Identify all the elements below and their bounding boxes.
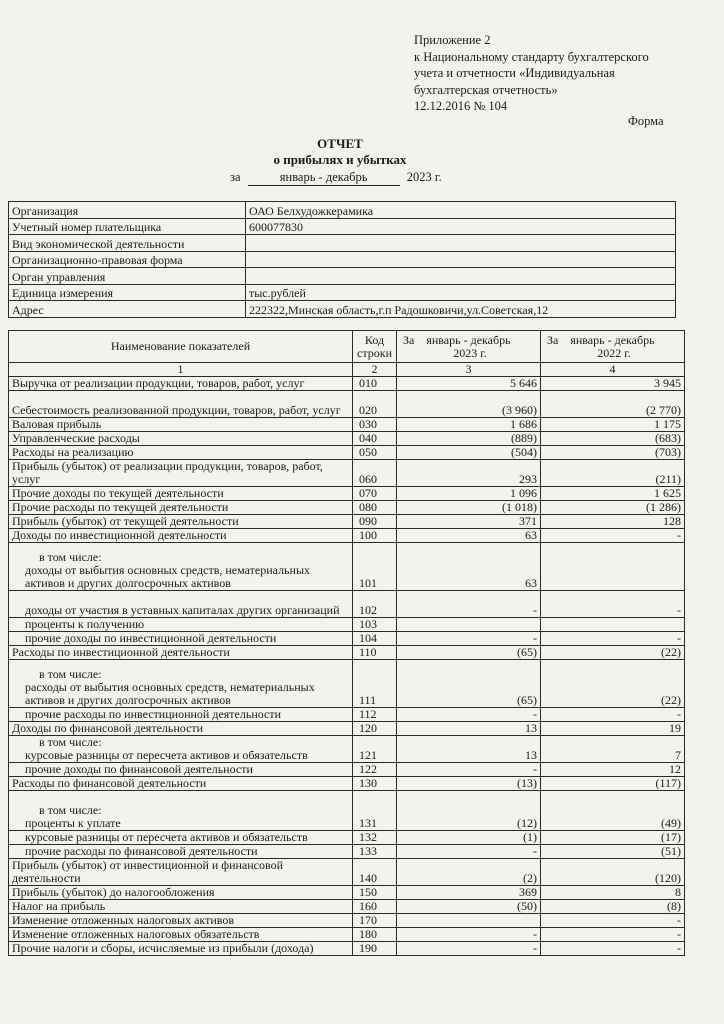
header-period: январь - декабрь (426, 332, 511, 347)
table-row (9, 736, 685, 763)
row-current: - (397, 708, 541, 722)
table-row (9, 777, 685, 791)
row-name-text: расходы от выбытия основных средств, нематериальных активов и других долгосрочных активов (25, 680, 315, 707)
row-current: (1) (397, 831, 541, 845)
row-previous (541, 618, 685, 632)
appendix-note (414, 32, 704, 115)
row-previous: (2 770) (541, 391, 685, 418)
row-current: (504) (397, 446, 541, 460)
row-name: доходы от участия в уставных капиталах других организаций (9, 591, 353, 618)
table-row (9, 391, 685, 418)
table-row (9, 591, 685, 618)
info-value: 222322,Минская область,г.п Радошковичи,ул.Советская,12 (246, 301, 676, 318)
row-current: 293 (397, 460, 541, 487)
report-title: ОТЧЕТ (317, 136, 363, 151)
row-name: курсовые разницы от пересчета активов и обязательств (9, 831, 353, 845)
row-previous: (1 286) (541, 501, 685, 515)
row-previous: (703) (541, 446, 685, 460)
info-label: Организационно-правовая форма (9, 251, 246, 268)
row-code: 122 (353, 763, 397, 777)
row-name: Доходы по финансовой деятельности (9, 722, 353, 736)
row-code: 103 (353, 618, 397, 632)
profit-loss-table (8, 330, 685, 956)
row-code: 060 (353, 460, 397, 487)
row-current: - (397, 928, 541, 942)
table-row (9, 632, 685, 646)
row-name: прочие доходы по финансовой деятельности (9, 763, 353, 777)
row-previous: (22) (541, 646, 685, 660)
row-previous: (683) (541, 432, 685, 446)
row-code: 100 (353, 529, 397, 543)
row-name: Прочие доходы по текущей деятельности (9, 487, 353, 501)
info-value (246, 235, 676, 252)
row-name (9, 543, 353, 591)
row-code: 090 (353, 515, 397, 529)
row-current: - (397, 845, 541, 859)
report-subtitle: о прибылях и убытках (273, 152, 407, 167)
row-name-text: доходы от выбытия основных средств, нематериальных активов и других долгосрочных активов (25, 563, 311, 590)
row-previous: 3 945 (541, 377, 685, 391)
info-label: Учетный номер плательщика (9, 218, 246, 235)
info-label: Единица измерения (9, 284, 246, 301)
row-previous: - (541, 591, 685, 618)
header-previous-period (541, 331, 685, 363)
row-name: Налог на прибыль (9, 900, 353, 914)
column-number: 4 (541, 363, 685, 377)
row-current: 1 686 (397, 418, 541, 432)
row-code: 040 (353, 432, 397, 446)
table-row (9, 646, 685, 660)
table-row (9, 460, 685, 487)
table-row (9, 886, 685, 900)
table-row (9, 660, 685, 708)
table-row (9, 377, 685, 391)
row-code: 121 (353, 736, 397, 763)
row-code: 132 (353, 831, 397, 845)
row-current: 13 (397, 722, 541, 736)
appendix-line: Приложение 2 (414, 33, 491, 47)
row-intro: в том числе: (39, 667, 102, 681)
header-code-line: строки (357, 345, 392, 360)
row-name (9, 736, 353, 763)
row-previous: - (541, 632, 685, 646)
info-label: Вид экономической деятельности (9, 235, 246, 252)
row-current: (3 960) (397, 391, 541, 418)
column-number: 2 (353, 363, 397, 377)
row-name: прочие расходы по финансовой деятельности (9, 845, 353, 859)
row-current: (12) (397, 791, 541, 831)
table-row (9, 543, 685, 591)
row-code: 130 (353, 777, 397, 791)
row-name: Расходы по инвестиционной деятельности (9, 646, 353, 660)
row-previous: (22) (541, 660, 685, 708)
row-previous: - (541, 914, 685, 928)
form-label: Форма (628, 114, 664, 128)
row-current: (2) (397, 859, 541, 886)
row-current: - (397, 763, 541, 777)
row-intro: в том числе: (39, 803, 102, 817)
row-previous: 1 175 (541, 418, 685, 432)
row-code: 030 (353, 418, 397, 432)
info-row (9, 218, 676, 235)
header-code-line: Код (364, 332, 385, 347)
table-row (9, 942, 685, 956)
header-year: 2023 г. (453, 345, 487, 360)
row-name: Изменение отложенных налоговых обязательств (9, 928, 353, 942)
table-row (9, 432, 685, 446)
row-code: 080 (353, 501, 397, 515)
table-row (9, 722, 685, 736)
table-row (9, 618, 685, 632)
row-previous: 8 (541, 886, 685, 900)
row-code: 020 (353, 391, 397, 418)
row-name: Изменение отложенных налоговых активов (9, 914, 353, 928)
info-row (9, 202, 676, 219)
table-row (9, 845, 685, 859)
row-current: - (397, 591, 541, 618)
row-previous: 12 (541, 763, 685, 777)
info-value: ОАО Белхудожкерамика (246, 202, 676, 219)
table-row (9, 418, 685, 432)
row-code: 190 (353, 942, 397, 956)
column-number-row (9, 363, 685, 377)
row-code: 170 (353, 914, 397, 928)
column-number: 3 (397, 363, 541, 377)
row-name: Прибыль (убыток) до налогообложения (9, 886, 353, 900)
row-current (397, 618, 541, 632)
row-name: Прибыль (убыток) от реализации продукции, товаров, работ, услуг (9, 460, 353, 487)
table-row (9, 900, 685, 914)
row-code: 140 (353, 859, 397, 886)
row-previous: 19 (541, 722, 685, 736)
appendix-line: к Национальному стандарту бухгалтерского (414, 49, 649, 64)
row-previous: 1 625 (541, 487, 685, 501)
table-row (9, 928, 685, 942)
row-code: 110 (353, 646, 397, 660)
header-code (353, 331, 397, 363)
header-current-period (397, 331, 541, 363)
table-header-row (9, 331, 685, 363)
report-period (230, 170, 442, 186)
header-name: Наименование показателей (9, 331, 353, 363)
row-code: 102 (353, 591, 397, 618)
table-row (9, 859, 685, 886)
period-prefix: за (230, 170, 241, 184)
row-intro: в том числе: (39, 550, 102, 564)
appendix-line: бухгалтерская отчетность» (414, 82, 558, 97)
period-value: январь - декабрь (248, 170, 400, 186)
row-name: Прибыль (убыток) от текущей деятельности (9, 515, 353, 529)
info-row (9, 301, 676, 318)
table-row (9, 763, 685, 777)
row-code: 104 (353, 632, 397, 646)
info-label: Адрес (9, 301, 246, 318)
row-current: 369 (397, 886, 541, 900)
info-row (9, 251, 676, 268)
row-name: Управленческие расходы (9, 432, 353, 446)
appendix-line: 12.12.2016 № 104 (414, 99, 508, 113)
row-previous: - (541, 942, 685, 956)
header-prefix: За (403, 332, 415, 347)
row-name: Прибыль (убыток) от инвестиционной и финансовой деятельности (9, 859, 353, 886)
row-previous: (49) (541, 791, 685, 831)
period-year: 2023 г. (406, 170, 442, 184)
row-previous: (117) (541, 777, 685, 791)
row-current: 63 (397, 529, 541, 543)
row-current: (13) (397, 777, 541, 791)
table-row (9, 914, 685, 928)
info-label: Орган управления (9, 268, 246, 285)
row-current: (65) (397, 660, 541, 708)
row-name: Прочие налоги и сборы, исчисляемые из прибыли (дохода) (9, 942, 353, 956)
row-name: Доходы по инвестиционной деятельности (9, 529, 353, 543)
row-previous: (51) (541, 845, 685, 859)
row-name: Себестоимость реализованной продукции, товаров, работ, услуг (9, 391, 353, 418)
row-current: 371 (397, 515, 541, 529)
row-name: Прочие расходы по текущей деятельности (9, 501, 353, 515)
row-code: 010 (353, 377, 397, 391)
row-code: 160 (353, 900, 397, 914)
header-prefix: За (547, 332, 559, 347)
row-code: 150 (353, 886, 397, 900)
row-current (397, 914, 541, 928)
row-code: 133 (353, 845, 397, 859)
row-previous: (17) (541, 831, 685, 845)
info-row (9, 268, 676, 285)
column-number: 1 (9, 363, 353, 377)
row-code: 120 (353, 722, 397, 736)
row-name: Расходы на реализацию (9, 446, 353, 460)
row-current: - (397, 632, 541, 646)
row-name: прочие расходы по инвестиционной деятельности (9, 708, 353, 722)
row-previous: (211) (541, 460, 685, 487)
row-current: (65) (397, 646, 541, 660)
row-current: 1 096 (397, 487, 541, 501)
row-previous: 128 (541, 515, 685, 529)
row-previous: (8) (541, 900, 685, 914)
row-previous: - (541, 708, 685, 722)
table-row (9, 529, 685, 543)
row-code: 070 (353, 487, 397, 501)
row-current: 5 646 (397, 377, 541, 391)
row-code: 050 (353, 446, 397, 460)
row-code: 111 (353, 660, 397, 708)
header-period: январь - декабрь (570, 332, 655, 347)
row-intro: в том числе: (39, 735, 102, 749)
row-previous: - (541, 928, 685, 942)
row-current: - (397, 942, 541, 956)
row-name: Расходы по финансовой деятельности (9, 777, 353, 791)
row-previous: - (541, 529, 685, 543)
row-name-text: проценты к уплате (25, 816, 121, 830)
header-year: 2022 г. (597, 345, 631, 360)
organization-info-table (8, 201, 676, 318)
row-previous: (120) (541, 859, 685, 886)
row-name: Валовая прибыль (9, 418, 353, 432)
row-previous (541, 543, 685, 591)
table-row (9, 446, 685, 460)
row-name: Выручка от реализации продукции, товаров, работ, услуг (9, 377, 353, 391)
info-row (9, 235, 676, 252)
row-name: проценты к получению (9, 618, 353, 632)
row-code: 101 (353, 543, 397, 591)
info-value (246, 251, 676, 268)
row-code: 180 (353, 928, 397, 942)
table-row (9, 708, 685, 722)
table-row (9, 831, 685, 845)
row-code: 112 (353, 708, 397, 722)
row-current: 13 (397, 736, 541, 763)
row-current: (50) (397, 900, 541, 914)
row-current: (1 018) (397, 501, 541, 515)
row-code: 131 (353, 791, 397, 831)
row-previous: 7 (541, 736, 685, 763)
row-name: прочие доходы по инвестиционной деятельности (9, 632, 353, 646)
row-name (9, 660, 353, 708)
table-row (9, 487, 685, 501)
row-name (9, 791, 353, 831)
info-value (246, 268, 676, 285)
row-current: 63 (397, 543, 541, 591)
info-value: тыс.рублей (246, 284, 676, 301)
info-value: 600077830 (246, 218, 676, 235)
table-row (9, 501, 685, 515)
info-row (9, 284, 676, 301)
table-row (9, 791, 685, 831)
info-label: Организация (9, 202, 246, 219)
row-name-text: курсовые разницы от пересчета активов и обязательств (25, 748, 308, 762)
row-current: (889) (397, 432, 541, 446)
appendix-line: учета и отчетности «Индивидуальная (414, 66, 615, 80)
table-row (9, 515, 685, 529)
